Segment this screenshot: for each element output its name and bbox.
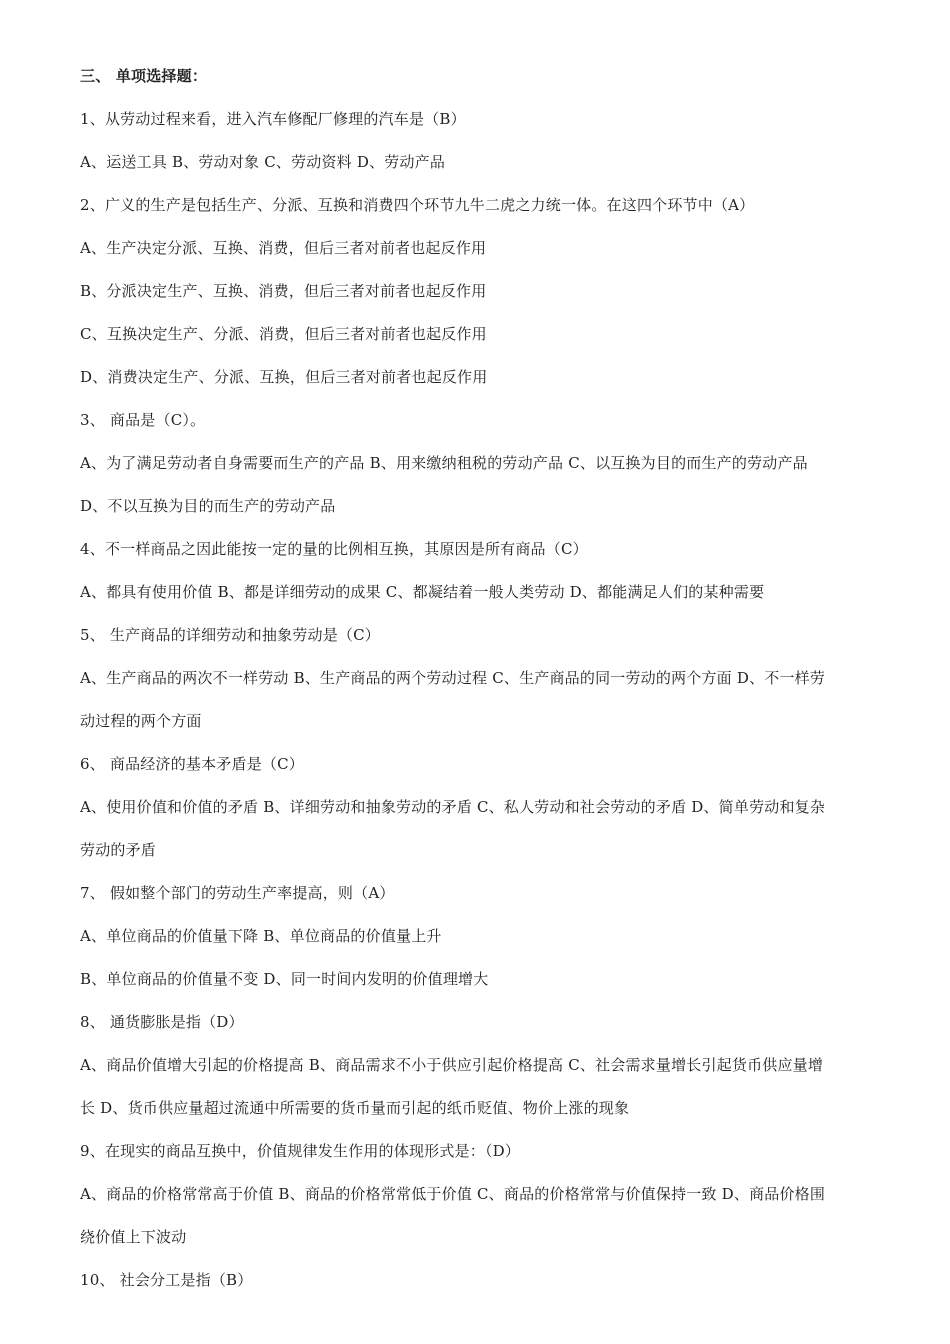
- option-line: B、分派决定生产、互换、消费，但后三者对前者也起反作用: [80, 282, 487, 300]
- option-line-continued: 长 D、货币供应量超过流通中所需要的货币量而引起的纸币贬值、物价上涨的现象: [80, 1099, 630, 1117]
- question-line: 4、不一样商品之因此能按一定的量的比例相互换，其原因是所有商品（C）: [80, 540, 588, 558]
- question-line: 7、 假如整个部门的劳动生产率提高，则（A）: [80, 884, 395, 902]
- question-line: 1、从劳动过程来看，进入汽车修配厂修理的汽车是（B）: [80, 110, 466, 128]
- option-line: C、互换决定生产、分派、消费，但后三者对前者也起反作用: [80, 325, 487, 343]
- option-line: A、使用价值和价值的矛盾 B、详细劳动和抽象劳动的矛盾 C、私人劳动和社会劳动的矛盾 D、简单劳动和复杂: [80, 798, 826, 816]
- option-line: D、消费决定生产、分派、互换，但后三者对前者也起反作用: [80, 368, 488, 386]
- question-line: 3、 商品是（C）。: [80, 411, 206, 429]
- question-line: 8、 通货膨胀是指（D）: [80, 1013, 244, 1031]
- option-line: A、生产决定分派、互换、消费，但后三者对前者也起反作用: [80, 239, 487, 257]
- question-line: 2、广义的生产是包括生产、分派、互换和消费四个环节九牛二虎之力统一体。在这四个环节中（A）: [80, 196, 755, 214]
- option-line: A、商品价值增大引起的价格提高 B、商品需求不小于供应引起价格提高 C、社会需求量增长引起货币供应量增: [80, 1056, 824, 1074]
- option-line: A、单位商品的价值量下降 B、单位商品的价值量上升: [80, 927, 442, 945]
- question-line: 10、 社会分工是指（B）: [80, 1271, 253, 1289]
- option-line: A、运送工具 B、劳动对象 C、劳动资料 D、劳动产品: [80, 153, 446, 171]
- option-line-continued: 绕价值上下波动: [80, 1228, 187, 1246]
- question-line: 5、 生产商品的详细劳动和抽象劳动是（C）: [80, 626, 380, 644]
- option-line: A、生产商品的两次不一样劳动 B、生产商品的两个劳动过程 C、生产商品的同一劳动的两个方面 D、不一样劳: [80, 669, 826, 687]
- option-line-continued: 动过程的两个方面: [80, 712, 202, 730]
- option-line: A、为了满足劳动者自身需要而生产的产品 B、用来缴纳租税的劳动产品 C、以互换为目的而生产的劳动产品: [80, 454, 808, 472]
- option-line: A、商品的价格常常高于价值 B、商品的价格常常低于价值 C、商品的价格常常与价值保持一致 D、商品价格围: [80, 1185, 826, 1203]
- question-line: 9、在现实的商品互换中，价值规律发生作用的体现形式是：（D）: [80, 1142, 521, 1160]
- option-line: A、都具有使用价值 B、都是详细劳动的成果 C、都凝结着一般人类劳动 D、都能满足人们的某种需要: [80, 583, 765, 601]
- question-line: 6、 商品经济的基本矛盾是（C）: [80, 755, 304, 773]
- option-line: D、不以互换为目的而生产的劳动产品: [80, 497, 336, 515]
- option-line-continued: 劳动的矛盾: [80, 841, 157, 859]
- section-heading: 三、 单项选择题：: [80, 67, 208, 85]
- option-line: B、单位商品的价值量不变 D、同一时间内发明的价值理增大: [80, 970, 489, 988]
